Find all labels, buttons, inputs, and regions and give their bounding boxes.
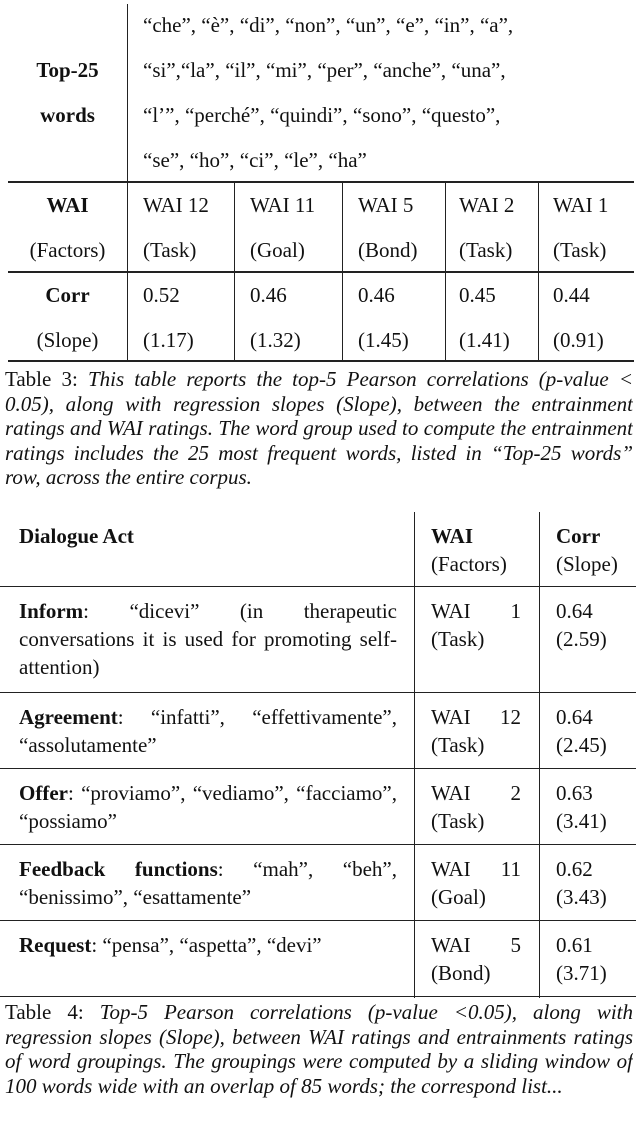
words-line: “se”, “ho”, “ci”, “le”, “ha”	[143, 148, 367, 172]
header-factors-label: (Factors)	[431, 552, 507, 576]
corr-cell	[556, 597, 636, 653]
corr-cell	[556, 855, 636, 911]
slope-cell: (1.17)	[143, 328, 194, 352]
wai-name: WAI	[431, 933, 471, 957]
corr-cell	[556, 931, 636, 987]
table3-col-divider	[234, 181, 235, 362]
words-label: words	[40, 103, 95, 127]
table4-caption-label: Table 4:	[5, 1000, 84, 1024]
dialogue-act-cell	[19, 931, 397, 959]
dialogue-act-name: Agreement	[19, 705, 118, 729]
header-slope-label: (Slope)	[556, 552, 618, 576]
wai-cell: WAI 1	[553, 193, 609, 217]
wai-num: 11	[500, 857, 521, 881]
table3-rule-after-wai	[8, 271, 634, 273]
wai-cell: WAI 2	[459, 193, 515, 217]
header-wai-label: WAI	[431, 524, 474, 548]
dialogue-act-name: Offer	[19, 781, 68, 805]
table4-rule-header	[0, 586, 636, 587]
slope-value: (3.71)	[556, 961, 607, 985]
wai-cell	[431, 779, 521, 835]
slope-value: (3.41)	[556, 809, 607, 833]
corr-value: 0.64	[556, 705, 593, 729]
slope-value: (2.59)	[556, 627, 607, 651]
table3-caption	[5, 367, 633, 511]
slope-cell: (0.91)	[553, 328, 604, 352]
table4-col-divider	[539, 512, 540, 998]
top25-label: Top-25	[36, 58, 99, 82]
wai-cell	[431, 597, 521, 653]
corr-row-label: Corr	[45, 283, 90, 307]
slope-cell: (1.45)	[358, 328, 409, 352]
factor-cell: (Task)	[143, 238, 197, 262]
table4-rule	[0, 768, 636, 769]
wai-cell	[431, 931, 521, 987]
header-dialogue-act	[19, 522, 397, 550]
wai-factor: (Goal)	[431, 885, 486, 909]
factor-cell: (Bond)	[358, 238, 418, 262]
table4-caption	[5, 1000, 633, 1126]
wai-num: 5	[510, 933, 521, 957]
table3-caption-text: This table reports the top-5 Pearson correlations (p-value < 0.05), along with regression slopes (Slope), between the entrainment ratings and WAI ratings. The word group used to compute the entrainment ratings includes the 25 most frequent words, listed in “Top-25 words” row, across the entire corpus.	[5, 367, 633, 489]
dialogue-act-name: Inform	[19, 599, 84, 623]
wai-factor: (Task)	[431, 627, 485, 651]
corr-cell: 0.44	[553, 283, 590, 307]
wai-name: WAI	[431, 705, 471, 729]
slope-cell: (1.41)	[459, 328, 510, 352]
dialogue-act-desc: : “pensa”, “aspetta”, “devi”	[91, 933, 322, 957]
wai-name: WAI	[431, 781, 471, 805]
dialogue-act-desc: : “infatti”, “effettivamente”, “assolutamente”	[19, 705, 397, 757]
corr-cell	[556, 779, 636, 835]
corr-value: 0.61	[556, 933, 593, 957]
corr-cell: 0.45	[459, 283, 496, 307]
dialogue-act-cell	[19, 703, 397, 759]
words-line: “che”, “è”, “di”, “non”, “un”, “e”, “in”, “a”,	[143, 13, 514, 37]
slope-row-label: (Slope)	[36, 328, 99, 352]
wai-row-label: WAI	[46, 193, 89, 217]
table3-caption-label: Table 3:	[5, 367, 78, 391]
table4-caption-text: Top-5 Pearson correlations (p-value <0.05), along with regression slopes (Slope), between WAI ratings and entrainments ratings of word groupings. The groupings were computed by a sliding window of 100 words wide with an overlap of 85 words; the correspond list...	[5, 1000, 633, 1098]
header-corr	[556, 522, 636, 578]
wai-factor: (Task)	[431, 733, 485, 757]
corr-cell	[556, 703, 636, 759]
wai-factor: (Bond)	[431, 961, 491, 985]
table3-rule-bottom	[8, 360, 634, 362]
wai-num: 1	[510, 599, 521, 623]
factor-cell: (Goal)	[250, 238, 305, 262]
table4-rule	[0, 692, 636, 693]
slope-value: (2.45)	[556, 733, 607, 757]
dialogue-act-cell	[19, 855, 397, 911]
corr-value: 0.63	[556, 781, 593, 805]
header-corr-label: Corr	[556, 524, 601, 548]
wai-cell: WAI 5	[358, 193, 414, 217]
wai-cell	[431, 855, 521, 911]
wai-num: 12	[500, 705, 521, 729]
dialogue-act-desc: : “proviamo”, “vediamo”, “facciamo”, “possiamo”	[19, 781, 397, 833]
wai-factor: (Task)	[431, 809, 485, 833]
table-4	[0, 512, 636, 998]
dialogue-act-cell	[19, 779, 397, 835]
table3-col-divider	[342, 181, 343, 362]
table4-rule-bottom	[0, 996, 636, 997]
slope-cell: (1.32)	[250, 328, 301, 352]
wai-name: WAI	[431, 857, 471, 881]
wai-name: WAI	[431, 599, 471, 623]
factors-row-label: (Factors)	[29, 238, 106, 262]
corr-cell: 0.46	[250, 283, 287, 307]
corr-cell: 0.52	[143, 283, 180, 307]
wai-cell: WAI 12	[143, 193, 209, 217]
dialogue-act-name: Request	[19, 933, 92, 957]
table4-rule	[0, 920, 636, 921]
table4-rule	[0, 844, 636, 845]
table4-col-divider	[414, 512, 415, 998]
dialogue-act-cell	[19, 597, 397, 681]
wai-num: 2	[510, 781, 521, 805]
header-dialogue-act-label: Dialogue Act	[19, 524, 134, 548]
table3-col-divider	[445, 181, 446, 362]
corr-value: 0.64	[556, 599, 593, 623]
table3-divider-label-column	[127, 4, 128, 362]
dialogue-act-name: Feedback functions	[19, 857, 218, 881]
corr-value: 0.62	[556, 857, 593, 881]
slope-value: (3.43)	[556, 885, 607, 909]
wai-cell: WAI 11	[250, 193, 316, 217]
wai-cell	[431, 703, 521, 759]
table3-col-divider	[538, 181, 539, 362]
dialogue-act-desc: : “dicevi” (in therapeutic conversations it is used for promoting self-attention)	[19, 599, 397, 679]
table-3	[8, 0, 634, 362]
dialogue-act-desc: : “mah”, “beh”, “benissimo”, “esattamente”	[19, 857, 398, 909]
factor-cell: (Task)	[459, 238, 513, 262]
header-wai	[431, 522, 521, 578]
factor-cell: (Task)	[553, 238, 607, 262]
table3-rule-after-words	[8, 181, 634, 183]
corr-cell: 0.46	[358, 283, 395, 307]
words-line: “si”,“la”, “il”, “mi”, “per”, “anche”, “una”,	[143, 58, 506, 82]
words-line: “l’”, “perché”, “quindi”, “sono”, “questo”,	[143, 103, 501, 127]
